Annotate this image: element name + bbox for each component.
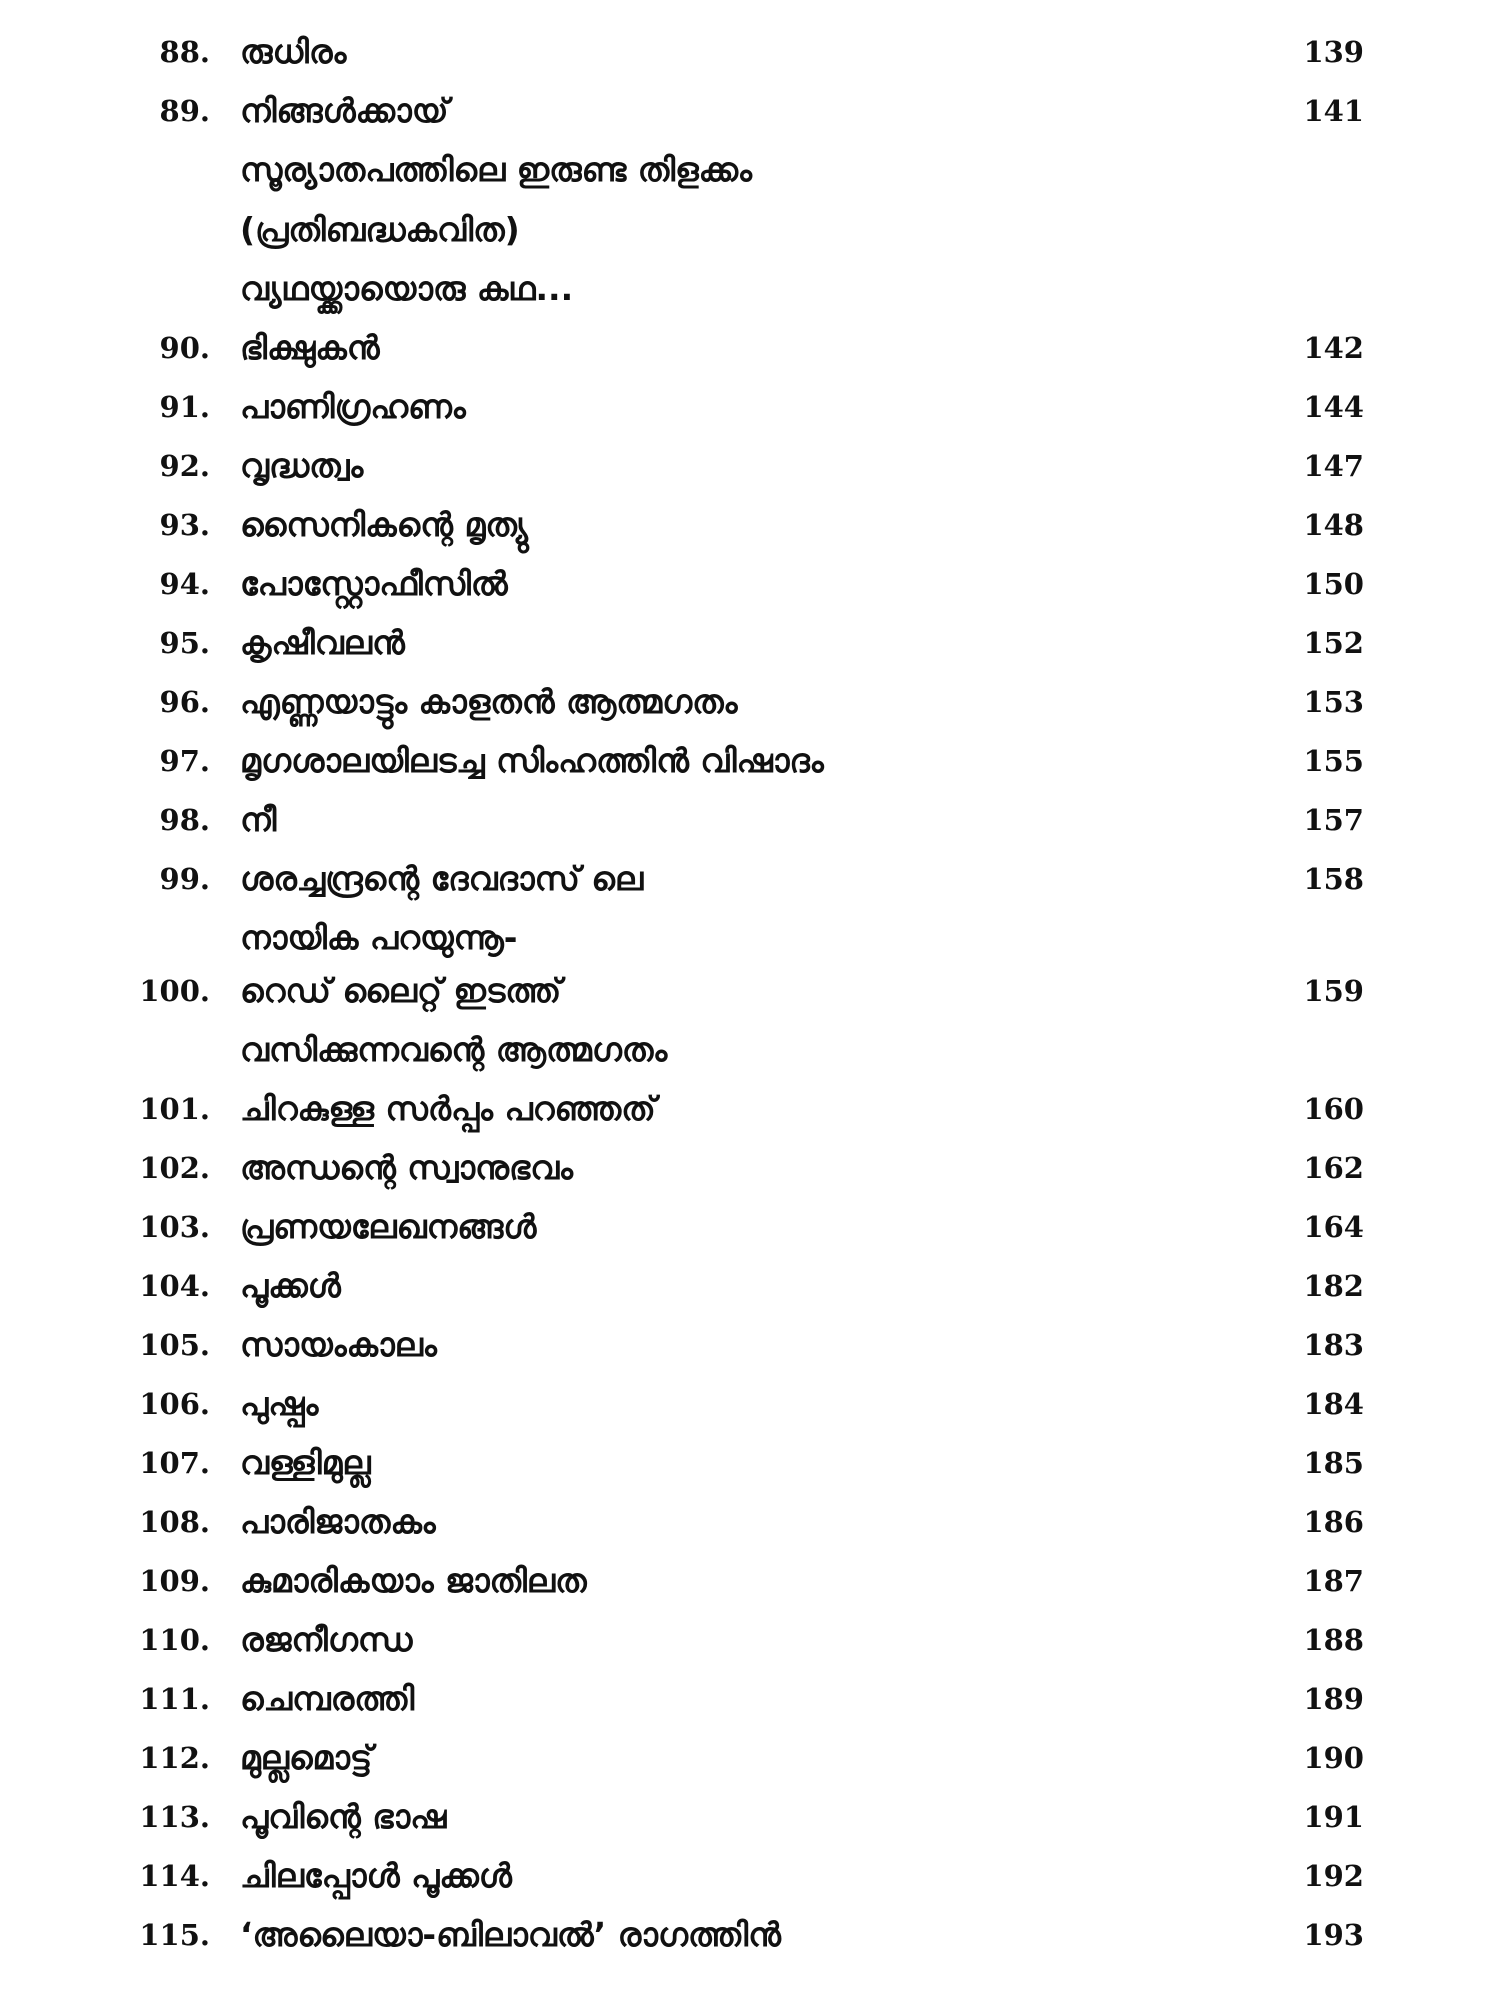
entry-title: സൂര്യാതപത്തിലെ ഇരുണ്ട തിളക്കം xyxy=(240,150,752,189)
entry-number: 112. xyxy=(139,1741,210,1775)
toc-entry-continuation xyxy=(0,202,1500,258)
entry-page-number: 144 xyxy=(1303,390,1364,424)
entry-page-number: 182 xyxy=(1303,1269,1364,1303)
toc-entry xyxy=(0,792,1500,848)
toc-entry xyxy=(0,1612,1500,1668)
entry-title: നിങ്ങൾക്കായ് xyxy=(240,91,449,130)
entry-title: രജനീഗന്ധ xyxy=(240,1620,413,1659)
toc-entry xyxy=(0,963,1500,1019)
entry-number: 94. xyxy=(159,567,210,601)
entry-number: 105. xyxy=(139,1328,210,1362)
entry-page-number: 150 xyxy=(1303,567,1364,601)
entry-title: ‘അലൈയാ-ബിലാവൽ’ രാഗത്തിൻ xyxy=(240,1915,781,1954)
entry-page-number: 192 xyxy=(1303,1859,1364,1893)
entry-title: (പ്രതിബദ്ധകവിത) xyxy=(240,210,520,249)
toc-entry xyxy=(0,438,1500,494)
toc-entry xyxy=(0,1494,1500,1550)
toc-entry xyxy=(0,497,1500,553)
entry-page-number: 184 xyxy=(1303,1387,1364,1421)
entry-number: 107. xyxy=(139,1446,210,1480)
entry-number: 98. xyxy=(159,803,210,837)
entry-page-number: 193 xyxy=(1303,1918,1364,1952)
entry-title: സായംകാലം xyxy=(240,1325,437,1364)
entry-page-number: 185 xyxy=(1303,1446,1364,1480)
entry-number: 99. xyxy=(159,862,210,896)
toc-entry xyxy=(0,1907,1500,1963)
entry-page-number: 139 xyxy=(1303,35,1364,69)
toc-entry xyxy=(0,1848,1500,1904)
entry-number: 108. xyxy=(139,1505,210,1539)
entry-number: 88. xyxy=(159,35,210,69)
entry-title: മുല്ലമൊട്ട് xyxy=(240,1738,373,1777)
entry-number: 109. xyxy=(139,1564,210,1598)
entry-title: രുധിരം xyxy=(240,32,347,71)
entry-title: പൂക്കൾ xyxy=(240,1266,341,1305)
entry-number: 106. xyxy=(139,1387,210,1421)
entry-page-number: 157 xyxy=(1303,803,1364,837)
entry-title: നീ xyxy=(240,800,277,839)
toc-entry xyxy=(0,1199,1500,1255)
entry-title: ശരച്ചന്ദ്രന്റെ ദേവദാസ് ലെ xyxy=(240,859,644,898)
entry-number: 111. xyxy=(139,1682,210,1716)
entry-title: മൃഗശാലയിലടച്ച സിംഹത്തിൻ വിഷാദം xyxy=(240,741,824,780)
entry-title: പോസ്റ്റോഫീസിൽ xyxy=(240,564,508,603)
toc-entry-continuation xyxy=(0,261,1500,317)
entry-page-number: 153 xyxy=(1303,685,1364,719)
toc-entry xyxy=(0,1376,1500,1432)
entry-title: പ്രണയലേഖനങ്ങൾ xyxy=(240,1207,537,1246)
entry-title: പാരിജാതകം xyxy=(240,1502,436,1541)
entry-page-number: 159 xyxy=(1303,974,1364,1008)
toc-entry xyxy=(0,556,1500,612)
toc-entry-continuation xyxy=(0,1022,1500,1078)
toc-entry xyxy=(0,615,1500,671)
entry-title: വള്ളിമുല്ല xyxy=(240,1443,371,1482)
entry-title: പുഷ്പം xyxy=(240,1384,319,1423)
toc-entry xyxy=(0,24,1500,80)
entry-title: പാണിഗ്രഹണം xyxy=(240,387,466,426)
toc-entry xyxy=(0,1258,1500,1314)
toc-entry xyxy=(0,1553,1500,1609)
entry-title: പൂവിന്റെ ഭാഷ xyxy=(240,1797,447,1836)
toc-entry xyxy=(0,83,1500,139)
entry-title: നായിക പറയുന്നൂ- xyxy=(240,918,518,957)
entry-page-number: 147 xyxy=(1303,449,1364,483)
toc-entry xyxy=(0,1789,1500,1845)
entry-page-number: 162 xyxy=(1303,1151,1364,1185)
entry-number: 89. xyxy=(159,94,210,128)
entry-number: 100. xyxy=(139,974,210,1008)
entry-page-number: 186 xyxy=(1303,1505,1364,1539)
entry-number: 113. xyxy=(139,1800,210,1834)
toc-entry-continuation xyxy=(0,142,1500,198)
entry-number: 96. xyxy=(159,685,210,719)
entry-page-number: 155 xyxy=(1303,744,1364,778)
toc-entry xyxy=(0,851,1500,907)
toc-entry xyxy=(0,1317,1500,1373)
entry-page-number: 189 xyxy=(1303,1682,1364,1716)
entry-title: എണ്ണയാട്ടും കാളതൻ ആത്മഗതം xyxy=(240,682,738,721)
entry-number: 90. xyxy=(159,331,210,365)
entry-number: 91. xyxy=(159,390,210,424)
entry-page-number: 148 xyxy=(1303,508,1364,542)
entry-title: വൃദ്ധത്വം xyxy=(240,446,364,485)
toc-entry xyxy=(0,320,1500,376)
entry-number: 114. xyxy=(139,1859,210,1893)
toc-entry xyxy=(0,733,1500,789)
entry-page-number: 188 xyxy=(1303,1623,1364,1657)
entry-number: 102. xyxy=(139,1151,210,1185)
entry-page-number: 158 xyxy=(1303,862,1364,896)
toc-entry xyxy=(0,1081,1500,1137)
entry-title: അന്ധന്റെ സ്വാനുഭവം xyxy=(240,1148,574,1187)
entry-number: 95. xyxy=(159,626,210,660)
entry-title: ചിലപ്പോൾ പൂക്കൾ xyxy=(240,1856,512,1895)
entry-number: 115. xyxy=(139,1918,210,1952)
entry-page-number: 191 xyxy=(1303,1800,1364,1834)
entry-title: കൃഷീവലൻ xyxy=(240,623,405,662)
entry-page-number: 187 xyxy=(1303,1564,1364,1598)
toc-entry xyxy=(0,1435,1500,1491)
entry-number: 93. xyxy=(159,508,210,542)
entry-page-number: 190 xyxy=(1303,1741,1364,1775)
entry-title: വ്യഥയ്ക്കായൊരു കഥ... xyxy=(240,269,574,308)
entry-number: 101. xyxy=(139,1092,210,1126)
entry-number: 110. xyxy=(139,1623,210,1657)
entry-title: ഭിക്ഷുകൻ xyxy=(240,328,380,367)
entry-title: റെഡ് ലൈറ്റ് ഇടത്ത് xyxy=(240,971,562,1010)
entry-number: 104. xyxy=(139,1269,210,1303)
toc-entry xyxy=(0,1671,1500,1727)
entry-page-number: 164 xyxy=(1303,1210,1364,1244)
toc-entry-continuation xyxy=(0,910,1500,966)
entry-number: 92. xyxy=(159,449,210,483)
entry-page-number: 183 xyxy=(1303,1328,1364,1362)
entry-page-number: 142 xyxy=(1303,331,1364,365)
entry-title: വസിക്കുന്നവന്റെ ആത്മഗതം xyxy=(240,1030,668,1069)
entry-page-number: 160 xyxy=(1303,1092,1364,1126)
entry-page-number: 141 xyxy=(1303,94,1364,128)
toc-entry xyxy=(0,379,1500,435)
entry-title: ചെമ്പരത്തി xyxy=(240,1679,415,1718)
entry-number: 103. xyxy=(139,1210,210,1244)
entry-title: ചിറകുള്ള സർപ്പം പറഞ്ഞത് xyxy=(240,1089,656,1128)
toc-entry xyxy=(0,1730,1500,1786)
toc-entry xyxy=(0,1140,1500,1196)
toc-entry xyxy=(0,674,1500,730)
entry-number: 97. xyxy=(159,744,210,778)
entry-title: സൈനികന്റെ മൃത്യു xyxy=(240,505,528,544)
entry-page-number: 152 xyxy=(1303,626,1364,660)
entry-title: കുമാരികയാം ജാതിലത xyxy=(240,1561,587,1600)
